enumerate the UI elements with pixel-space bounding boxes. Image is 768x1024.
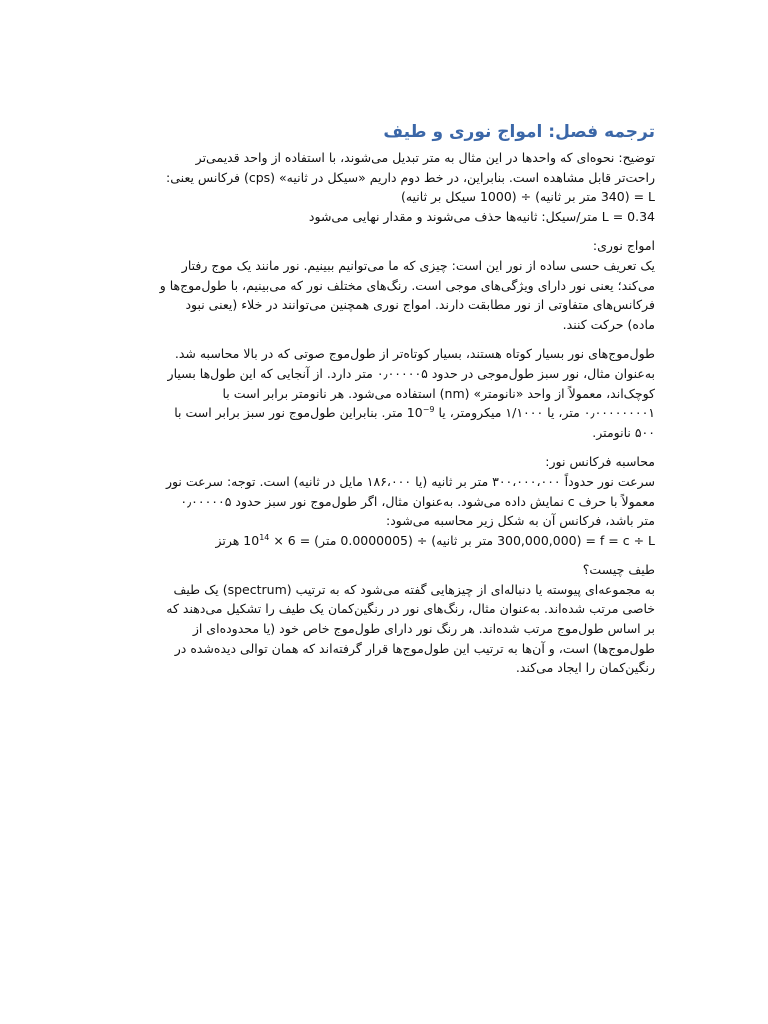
text-fragment: متر. بنابراین طول‌موج نور سبز برابر است با (174, 405, 407, 421)
formula-text: f = c ÷ L = (300,000,000 متر بر ثانیه) ÷ (0.0000005 متر) = 6 × 10 (243, 532, 655, 548)
paragraph-line: متر باشد، فرکانس آن به شکل زیر محاسبه می‌شود: (386, 513, 655, 529)
paragraph-line: رنگین‌کمان را ایجاد می‌کند. (515, 660, 655, 676)
text-fragment: ۰٫۰۰۰۰۰۰۰۰۱ متر، یا ۱/۱۰۰۰ میکرومتر، یا (434, 405, 655, 421)
paragraph-line: خاصی مرتب شده‌اند. به‌عنوان مثال، رنگ‌های نور در رنگین‌کمان یک طیف را تشکیل می‌دهند که (166, 601, 655, 617)
section-heading: محاسبه فرکانس نور: (545, 454, 655, 470)
paragraph-line: سرعت نور حدوداً ۳۰۰،۰۰۰،۰۰۰ متر بر ثانیه (یا ۱۸۶،۰۰۰ مایل در ثانیه) است. توجه: سرعت نور (165, 473, 655, 489)
formula-line (110, 531, 655, 551)
paragraph-line: ۵۰۰ نانومتر. (592, 424, 655, 440)
document-body (110, 118, 655, 678)
intro-line: L = (340 متر بر ثانیه) ÷ (1000 سیکل بر ثانیه) (400, 189, 655, 205)
paragraph-line: یک تعریف حسی ساده از نور این است: چیزی که ما می‌توانیم ببینیم. نور مانند یک موج رفتار (181, 257, 655, 273)
paragraph-line: به‌عنوان مثال، نور سبز طول‌موجی در حدود ۰٫۰۰۰۰۰۵ متر دارد. از آنجایی که این طول‌ها بسیار (167, 365, 655, 381)
paragraph-line: معمولاً با حرف c نمایش داده می‌شود. به‌عنوان مثال، اگر طول‌موج نور سبز حدود ۰٫۰۰۰۰۰۵ (180, 493, 655, 509)
paragraph-line: طول‌موج‌ها) است، و آن‌ها به ترتیب این طول‌موج‌ها قرار گرفته‌اند که همان توالی دیده‌شده در (174, 640, 655, 656)
paragraph-line: فرکانس‌های متفاوتی از نور مطابقت دارند. امواج نوری همچنین می‌توانند در خلاء (یعنی نبود (185, 297, 655, 313)
intro-line: راحت‌تر قابل مشاهده است. بنابراین، در خط دوم داریم «سیکل در ثانیه» (cps) فرکانس یعنی: (166, 169, 655, 185)
exponent-base: 10 (406, 405, 423, 421)
exponent-value: −9 (422, 404, 435, 414)
paragraph-line: طول‌موج‌های نور بسیار کوتاه هستند، بسیار کوتاه‌تر از طول‌موج صوتی که در بالا محاسبه شد. (174, 346, 655, 362)
paragraph-line (110, 403, 655, 423)
intro-section (110, 148, 655, 226)
page-title: ترجمه فصل: امواج نوری و طیف (383, 122, 655, 142)
light-waves-section (110, 236, 655, 334)
exponent-expression (407, 405, 435, 420)
paragraph-line: کوچک‌اند، معمولاً از واحد «نانومتر» (nm) استفاده می‌شود. هر نانومتر برابر است با (222, 385, 655, 401)
intro-line: توضیح: نحوه‌ای که واحدها در این مثال به متر تبدیل می‌شوند، با استفاده از واحد قدیمی‌تر (195, 150, 655, 165)
intro-line: L = 0.34 متر/سیکل: ثانیه‌ها حذف می‌شوند و مقدار نهایی می‌شود (308, 208, 655, 224)
frequency-section (110, 452, 655, 550)
paragraph-line: به مجموعه‌ای پیوسته یا دنباله‌ای از چیزهایی گفته می‌شود که به ترتیب (spectrum) یک طیف (173, 581, 655, 597)
section-heading: طیف چیست؟ (582, 562, 655, 578)
paragraph-line: می‌کند؛ یعنی نور دارای ویژگی‌های موجی است. رنگ‌های مختلف نور که می‌بینیم، با طول‌موج‌ها و (159, 277, 655, 293)
paragraph-line: ماده) حرکت کنند. (562, 316, 655, 332)
spectrum-section (110, 560, 655, 678)
formula-unit: هرتز (215, 532, 244, 548)
formula-exponent: 14 (259, 532, 270, 542)
wavelength-section (110, 344, 655, 442)
paragraph-line: بر اساس طول‌موج مرتب شده‌اند. هر رنگ نور دارای طول‌موج خاص خود (یا محدوده‌ای از (192, 621, 655, 637)
section-heading: امواج نوری: (592, 238, 655, 254)
